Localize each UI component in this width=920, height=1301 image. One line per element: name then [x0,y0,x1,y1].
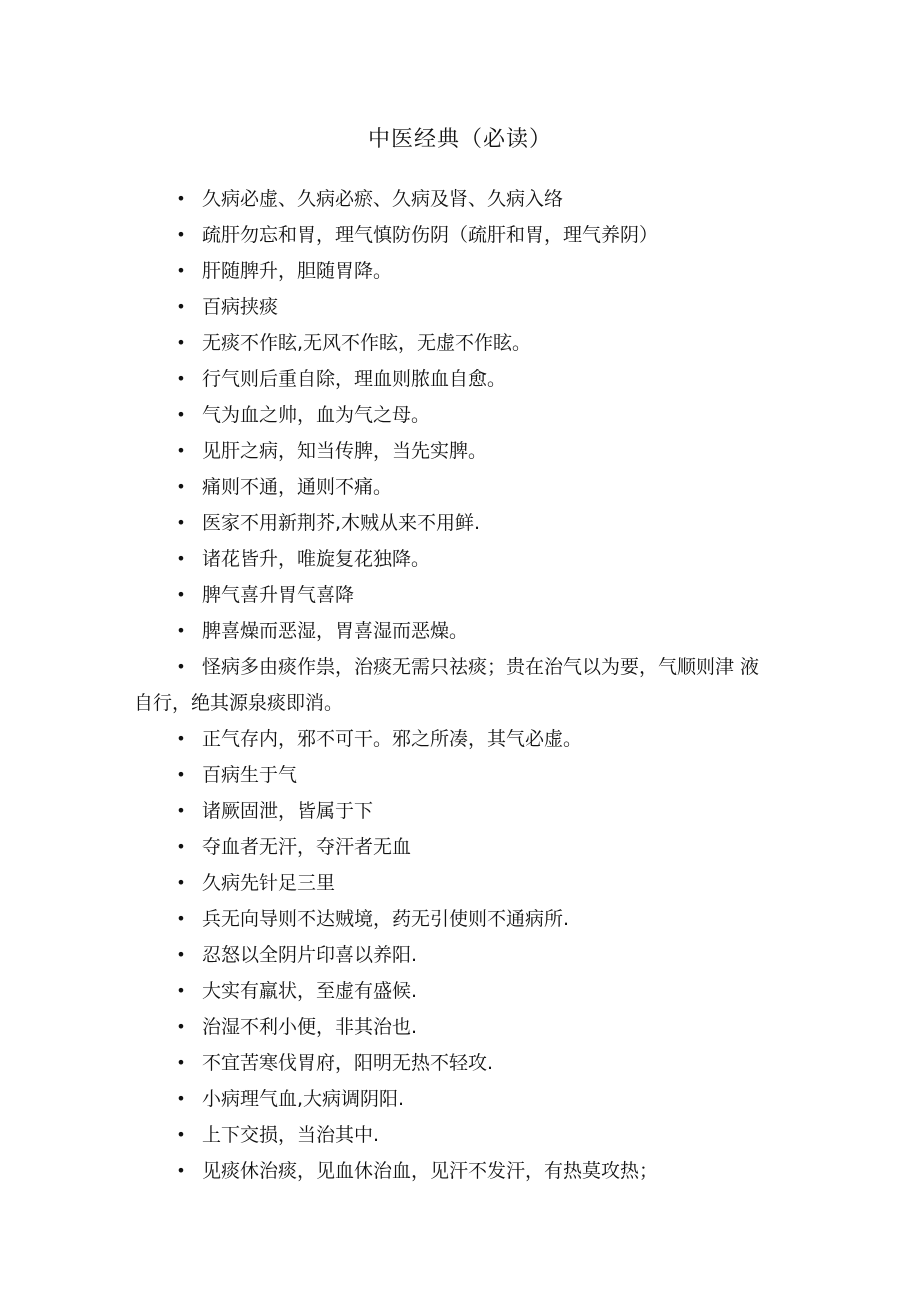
bullet-icon: • [176,369,186,388]
list-item-text: 大实有羸状，至虚有盛候. [202,980,418,1002]
maxim-list [0,181,920,1189]
bullet-icon: • [176,1161,186,1180]
list-item [0,325,920,361]
list-item [0,397,920,433]
list-item [0,901,920,937]
list-item [0,1009,920,1045]
list-item [0,469,920,505]
list-item [0,1153,920,1189]
list-item [0,361,920,397]
bullet-icon: • [176,585,186,604]
list-item [0,1045,920,1081]
bullet-icon: • [176,261,186,280]
bullet-icon: • [176,981,186,1000]
list-item-text: 痛则不通，通则不痛。 [202,476,393,498]
list-item-text-line-1: 怪病多由痰作祟，治痰无需只祛痰；贵在治气以为要，气顺则津 液 [202,656,760,678]
list-item-text: 无痰不作眩,无风不作眩，无虚不作眩。 [202,332,532,354]
list-item-text: 久病必虚、久病必瘀、久病及肾、久病入络 [202,188,564,210]
list-item [0,613,920,649]
bullet-icon: • [176,333,186,352]
list-item [0,937,920,973]
list-item [0,757,920,793]
list-item-text: 百病生于气 [202,764,298,786]
bullet-icon: • [176,405,186,424]
list-item [0,289,920,325]
bullet-icon: • [176,549,186,568]
bullet-icon: • [176,729,186,748]
list-item-text: 不宜苦寒伐胃府，阳明无热不轻攻. [202,1052,494,1074]
bullet-icon: • [176,441,186,460]
document-title: 中医经典（必读） [367,127,552,152]
list-item-text: 肝随脾升，胆随胃降。 [202,260,393,282]
list-item [0,217,920,253]
list-item-text: 见肝之病，知当传脾，当先实脾。 [202,440,488,462]
list-item-text: 疏肝勿忘和胃，理气慎防伤阴（疏肝和胃，理气养阴） [202,224,659,246]
bullet-icon: • [176,297,186,316]
list-item [0,721,920,757]
list-item-text: 诸厥固泄，皆属于下 [202,800,374,822]
list-item-text: 见痰休治痰，见血休治血，见汗不发汗，有热莫攻热； [202,1160,659,1182]
list-item-text-line-2: 自行，绝其源泉痰即消。 [134,692,344,714]
bullet-icon: • [176,1125,186,1144]
bullet-icon: • [176,837,186,856]
list-item-text: 上下交损，当治其中. [202,1124,380,1146]
list-item [0,253,920,289]
bullet-icon: • [176,1017,186,1036]
bullet-icon: • [176,945,186,964]
list-item-text: 正气存内，邪不可干。邪之所凑，其气必虚。 [202,728,583,750]
bullet-icon: • [176,1053,186,1072]
list-item [0,1117,920,1153]
list-item-text: 行气则后重自除，理血则脓血自愈。 [202,368,507,390]
bullet-icon: • [176,657,186,676]
list-item-text: 夺血者无汗，夺汗者无血 [202,836,412,858]
list-item [0,973,920,1009]
bullet-icon: • [176,189,186,208]
list-item [0,541,920,577]
bullet-icon: • [176,621,186,640]
bullet-icon: • [176,225,186,244]
list-item-text: 百病挟痰 [202,296,279,318]
list-item-text: 久病先针足三里 [202,872,336,894]
list-item-text: 诸花皆升，唯旋复花独降。 [202,548,431,570]
list-item-long [0,649,920,721]
list-item-text: 脾喜燥而恶湿，胃喜湿而恶燥。 [202,620,469,642]
list-item [0,793,920,829]
list-item-text: 兵无向导则不达贼境，药无引使则不通病所. [202,908,570,930]
list-item-text: 气为血之帅，血为气之母。 [202,404,431,426]
bullet-icon: • [176,801,186,820]
bullet-icon: • [176,1089,186,1108]
list-item [0,829,920,865]
list-item [0,505,920,541]
list-item-text: 忍怒以全阴片印喜以养阳. [202,944,418,966]
bullet-icon: • [176,873,186,892]
list-item [0,1081,920,1117]
bullet-icon: • [176,909,186,928]
bullet-icon: • [176,765,186,784]
list-item [0,433,920,469]
list-item-text: 小病理气血,大病调阴阳. [202,1088,405,1110]
bullet-icon: • [176,477,186,496]
list-item [0,577,920,613]
list-item [0,181,920,217]
list-item [0,865,920,901]
list-item-text: 治湿不利小便，非其治也. [202,1016,418,1038]
bullet-icon: • [176,513,186,532]
list-item-text: 医家不用新荆芥,木贼从来不用鲜. [202,512,481,534]
list-item-text: 脾气喜升胃气喜降 [202,584,355,606]
